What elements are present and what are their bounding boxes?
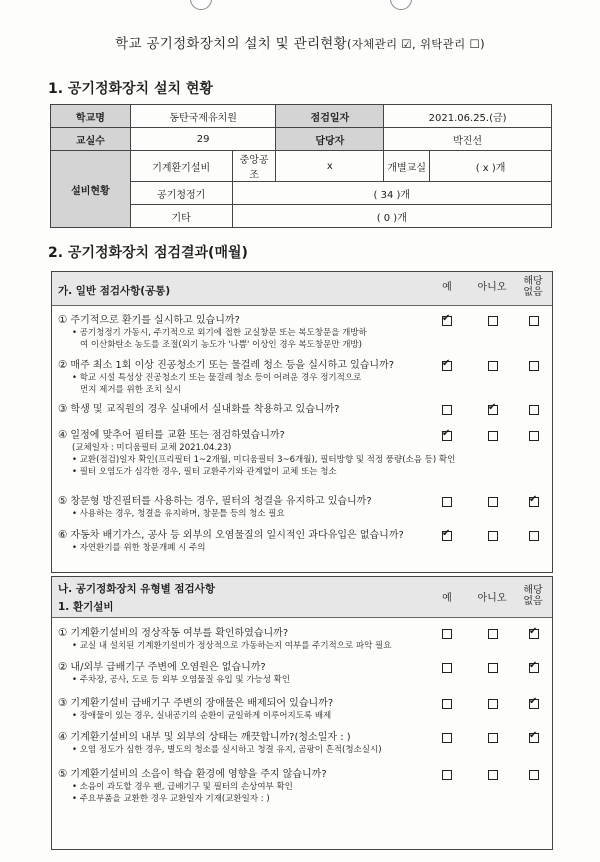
checkbox-no[interactable] xyxy=(488,316,498,326)
etc-label: 기타 xyxy=(130,205,232,228)
col-na-line2: 없음 xyxy=(523,287,543,298)
checkbox-yes[interactable] xyxy=(442,629,452,639)
ventilation-subtitle: 1. 환기설비 xyxy=(58,601,114,613)
ventilation-checklist-box xyxy=(51,576,553,850)
checklist-item xyxy=(58,314,438,351)
col-na-b-line1: 해당 xyxy=(523,585,543,596)
installation-table xyxy=(50,104,552,228)
checkbox-yes[interactable] xyxy=(442,497,452,507)
question-label: 창문형 방진필터를 사용하는 경우, 필터의 청결을 유지하고 있습니까? xyxy=(70,496,372,507)
item-note: • 필터 오염도가 심각한 경우, 필터 교환주기와 관계없이 교체 또는 청소 xyxy=(72,467,337,477)
central-label: 중앙공조 xyxy=(232,151,276,182)
col-na xyxy=(518,276,548,298)
checkbox-na[interactable] xyxy=(529,405,539,415)
rooms-label: 교실수 xyxy=(51,128,131,151)
manager-name: 박진선 xyxy=(384,128,552,151)
col-no: 아니오 xyxy=(477,282,507,293)
title-options: (자체관리 ☑, 위탁관리 ☐) xyxy=(346,37,485,51)
item-note: • 자연환기를 위한 창문개폐 시 주의 xyxy=(72,543,206,553)
purifier-label: 공기청정기 xyxy=(130,182,232,205)
item-number: ⑤ xyxy=(58,495,68,507)
checkbox-yes[interactable] xyxy=(442,770,452,780)
checkbox-no[interactable] xyxy=(488,699,498,709)
col-yes-b: 예 xyxy=(442,593,452,604)
vent-label: 기계환기설비 xyxy=(130,151,232,182)
checkbox-no[interactable] xyxy=(488,405,498,415)
question-text xyxy=(58,661,438,674)
checkbox-yes[interactable] xyxy=(442,663,452,673)
question-label: 기계환기설비의 정상작동 여부를 확인하였습니까? xyxy=(70,628,289,639)
question-label: 일정에 맞추어 필터를 교환 또는 점검하였습니까? xyxy=(70,430,285,441)
checklist-item xyxy=(58,429,456,478)
section-1-heading: 1. 공기정화장치 설치 현황 xyxy=(48,81,213,97)
question-text xyxy=(58,403,438,416)
binder-hole-right xyxy=(390,0,412,10)
checkbox-yes[interactable] xyxy=(442,431,452,441)
checkbox-no[interactable] xyxy=(488,531,498,541)
checkbox-na[interactable] xyxy=(529,663,539,673)
checklist-item xyxy=(58,529,438,554)
school-label: 학교명 xyxy=(51,105,131,128)
checkbox-no[interactable] xyxy=(488,733,498,743)
question-label: 기계환기설비의 소음이 학습 환경에 영향을 주지 않습니까? xyxy=(70,769,327,780)
checklist-item xyxy=(58,731,438,756)
question-text xyxy=(58,314,438,327)
title-text: 학교 공기정화장치의 설치 및 관리현황 xyxy=(115,36,347,52)
purifier-value: ( 34 )개 xyxy=(232,182,551,205)
checklist-item xyxy=(58,403,438,416)
item-number: ① xyxy=(58,627,68,639)
checkbox-no[interactable] xyxy=(488,431,498,441)
checkbox-no[interactable] xyxy=(488,663,498,673)
checkbox-na[interactable] xyxy=(529,361,539,371)
question-text xyxy=(58,731,438,744)
checkbox-na[interactable] xyxy=(529,316,539,326)
item-note: • 장애물이 있는 경우, 실내공기의 순환이 균일하게 이루어지도록 배제 xyxy=(72,711,332,721)
item-number: ⑤ xyxy=(58,768,68,780)
col-na-line1: 해당 xyxy=(523,276,543,287)
question-label: 매주 최소 1회 이상 진공청소기 또는 물걸레 청소 등을 실시하고 있습니까? xyxy=(70,360,395,371)
question-text xyxy=(58,697,438,710)
checkbox-na[interactable] xyxy=(529,699,539,709)
item-note: • 소음이 과도할 경우 팬, 급배기구 및 필터의 손상여부 확인 xyxy=(72,782,293,792)
question-text xyxy=(58,768,438,781)
question-text xyxy=(58,359,438,372)
item-number: ④ xyxy=(58,731,68,743)
page-title xyxy=(0,32,600,52)
checkbox-na[interactable] xyxy=(529,497,539,507)
question-label: 기계환기설비의 내부 및 외부의 상태는 깨끗합니까?(청소일자 : ) xyxy=(70,732,351,743)
item-note: • 교환(점검)일자 확인(프리필터 1~2개월, 미디움필터 3~6개월), 필터방향 및 적정 풍량(소음 등) 확인 xyxy=(72,455,456,465)
checkbox-na[interactable] xyxy=(529,733,539,743)
general-checklist-header xyxy=(52,272,552,306)
item-note: (교체일자 : 미디움필터 교체 2021.04.23) xyxy=(72,443,232,453)
col-na-b xyxy=(518,585,548,607)
col-yes: 예 xyxy=(442,282,452,293)
checkbox-yes[interactable] xyxy=(442,531,452,541)
item-note: 여 이산화탄소 농도를 조절(외기 농도가 '나쁨' 이상인 경우 복도창문만 개방) xyxy=(80,340,362,350)
item-note: • 학교 시설 특성상 진공청소기 또는 물걸레 청소 등이 어려운 경우 정기적으로 xyxy=(72,373,362,383)
item-number: ③ xyxy=(58,403,68,415)
item-note: • 주차장, 공사, 도로 등 외부 오염물질 유입 및 가능성 확인 xyxy=(72,675,291,685)
checklist-item xyxy=(58,359,438,396)
general-checklist-box xyxy=(51,271,553,573)
question-text xyxy=(58,429,438,442)
checkbox-yes[interactable] xyxy=(442,316,452,326)
question-text xyxy=(58,529,438,542)
item-note: • 오염 정도가 심한 경우, 별도의 청소를 실시하고 청결 유지, 곰팡이 흔적(청소실시) xyxy=(72,745,382,755)
status-label: 설비현황 xyxy=(51,151,131,228)
checkbox-yes[interactable] xyxy=(442,699,452,709)
checklist-item xyxy=(58,768,438,805)
checkbox-na[interactable] xyxy=(529,531,539,541)
question-label: 내/외부 급배기구 주변에 오염원은 없습니까? xyxy=(70,662,266,673)
item-note: • 공기청정기 가동시, 주기적으로 외기에 접한 교실창문 또는 복도창문을 개방하 xyxy=(72,328,367,338)
item-number: ② xyxy=(58,359,68,371)
item-number: ① xyxy=(58,314,68,326)
checkbox-na[interactable] xyxy=(529,629,539,639)
item-note: • 사용하는 경우, 청결을 유지하며, 창문틀 등의 청소 필요 xyxy=(72,509,285,519)
checklist-item xyxy=(58,495,438,520)
checklist-item xyxy=(58,661,438,686)
item-note: • 교실 내 설치된 기계환기설비가 정상적으로 가동하는지 여부를 주기적으로 파악 필요 xyxy=(72,641,392,651)
rooms-count: 29 xyxy=(130,128,276,151)
school-name: 동탄국제유치원 xyxy=(130,105,276,128)
checkbox-yes[interactable] xyxy=(442,405,452,415)
checkbox-no[interactable] xyxy=(488,361,498,371)
question-label: 주기적으로 환기를 실시하고 있습니까? xyxy=(70,315,240,326)
date-label: 점검일자 xyxy=(276,105,384,128)
checkbox-no[interactable] xyxy=(488,497,498,507)
ventilation-checklist-title: 나. 공기정화장치 유형별 점검사항 xyxy=(58,583,215,595)
checkbox-yes[interactable] xyxy=(442,361,452,371)
central-value: x xyxy=(276,151,384,182)
indiv-label: 개별교실 xyxy=(384,151,430,182)
item-number: ② xyxy=(58,661,68,673)
ventilation-checklist-header xyxy=(52,577,552,618)
item-number: ③ xyxy=(58,697,68,709)
checkbox-yes[interactable] xyxy=(442,733,452,743)
col-no-b: 아니오 xyxy=(477,593,507,604)
checklist-item xyxy=(58,627,438,652)
binder-hole-left xyxy=(190,0,212,10)
question-label: 기계환기설비 급배기구 주변의 장애물은 배제되어 있습니까? xyxy=(70,698,334,709)
col-na-b-line2: 없음 xyxy=(523,596,543,607)
question-label: 자동차 배기가스, 공사 등 외부의 오염물질의 일시적인 과다유입은 없습니까? xyxy=(70,530,404,541)
section-2-heading: 2. 공기정화장치 점검결과(매월) xyxy=(48,245,248,261)
question-text xyxy=(58,495,438,508)
item-note: 먼지 제거를 위한 조치 실시 xyxy=(80,385,182,395)
indiv-value: ( x )개 xyxy=(430,151,552,182)
checkbox-na[interactable] xyxy=(529,770,539,780)
checkbox-no[interactable] xyxy=(488,629,498,639)
checklist-item xyxy=(58,697,438,722)
general-checklist-title: 가. 일반 점검사항(공통) xyxy=(58,285,171,297)
item-note: • 주요부품을 교환한 경우 교환일자 기재(교환일자 : ) xyxy=(72,794,270,804)
manager-label: 담당자 xyxy=(276,128,384,151)
etc-value: ( 0 )개 xyxy=(232,205,551,228)
question-label: 학생 및 교직원의 경우 실내에서 실내화를 착용하고 있습니까? xyxy=(70,404,340,415)
checkbox-no[interactable] xyxy=(488,770,498,780)
item-number: ④ xyxy=(58,429,68,441)
question-text xyxy=(58,627,438,640)
inspection-date: 2021.06.25.(금) xyxy=(384,105,552,128)
checkbox-na[interactable] xyxy=(529,431,539,441)
item-number: ⑥ xyxy=(58,529,68,541)
